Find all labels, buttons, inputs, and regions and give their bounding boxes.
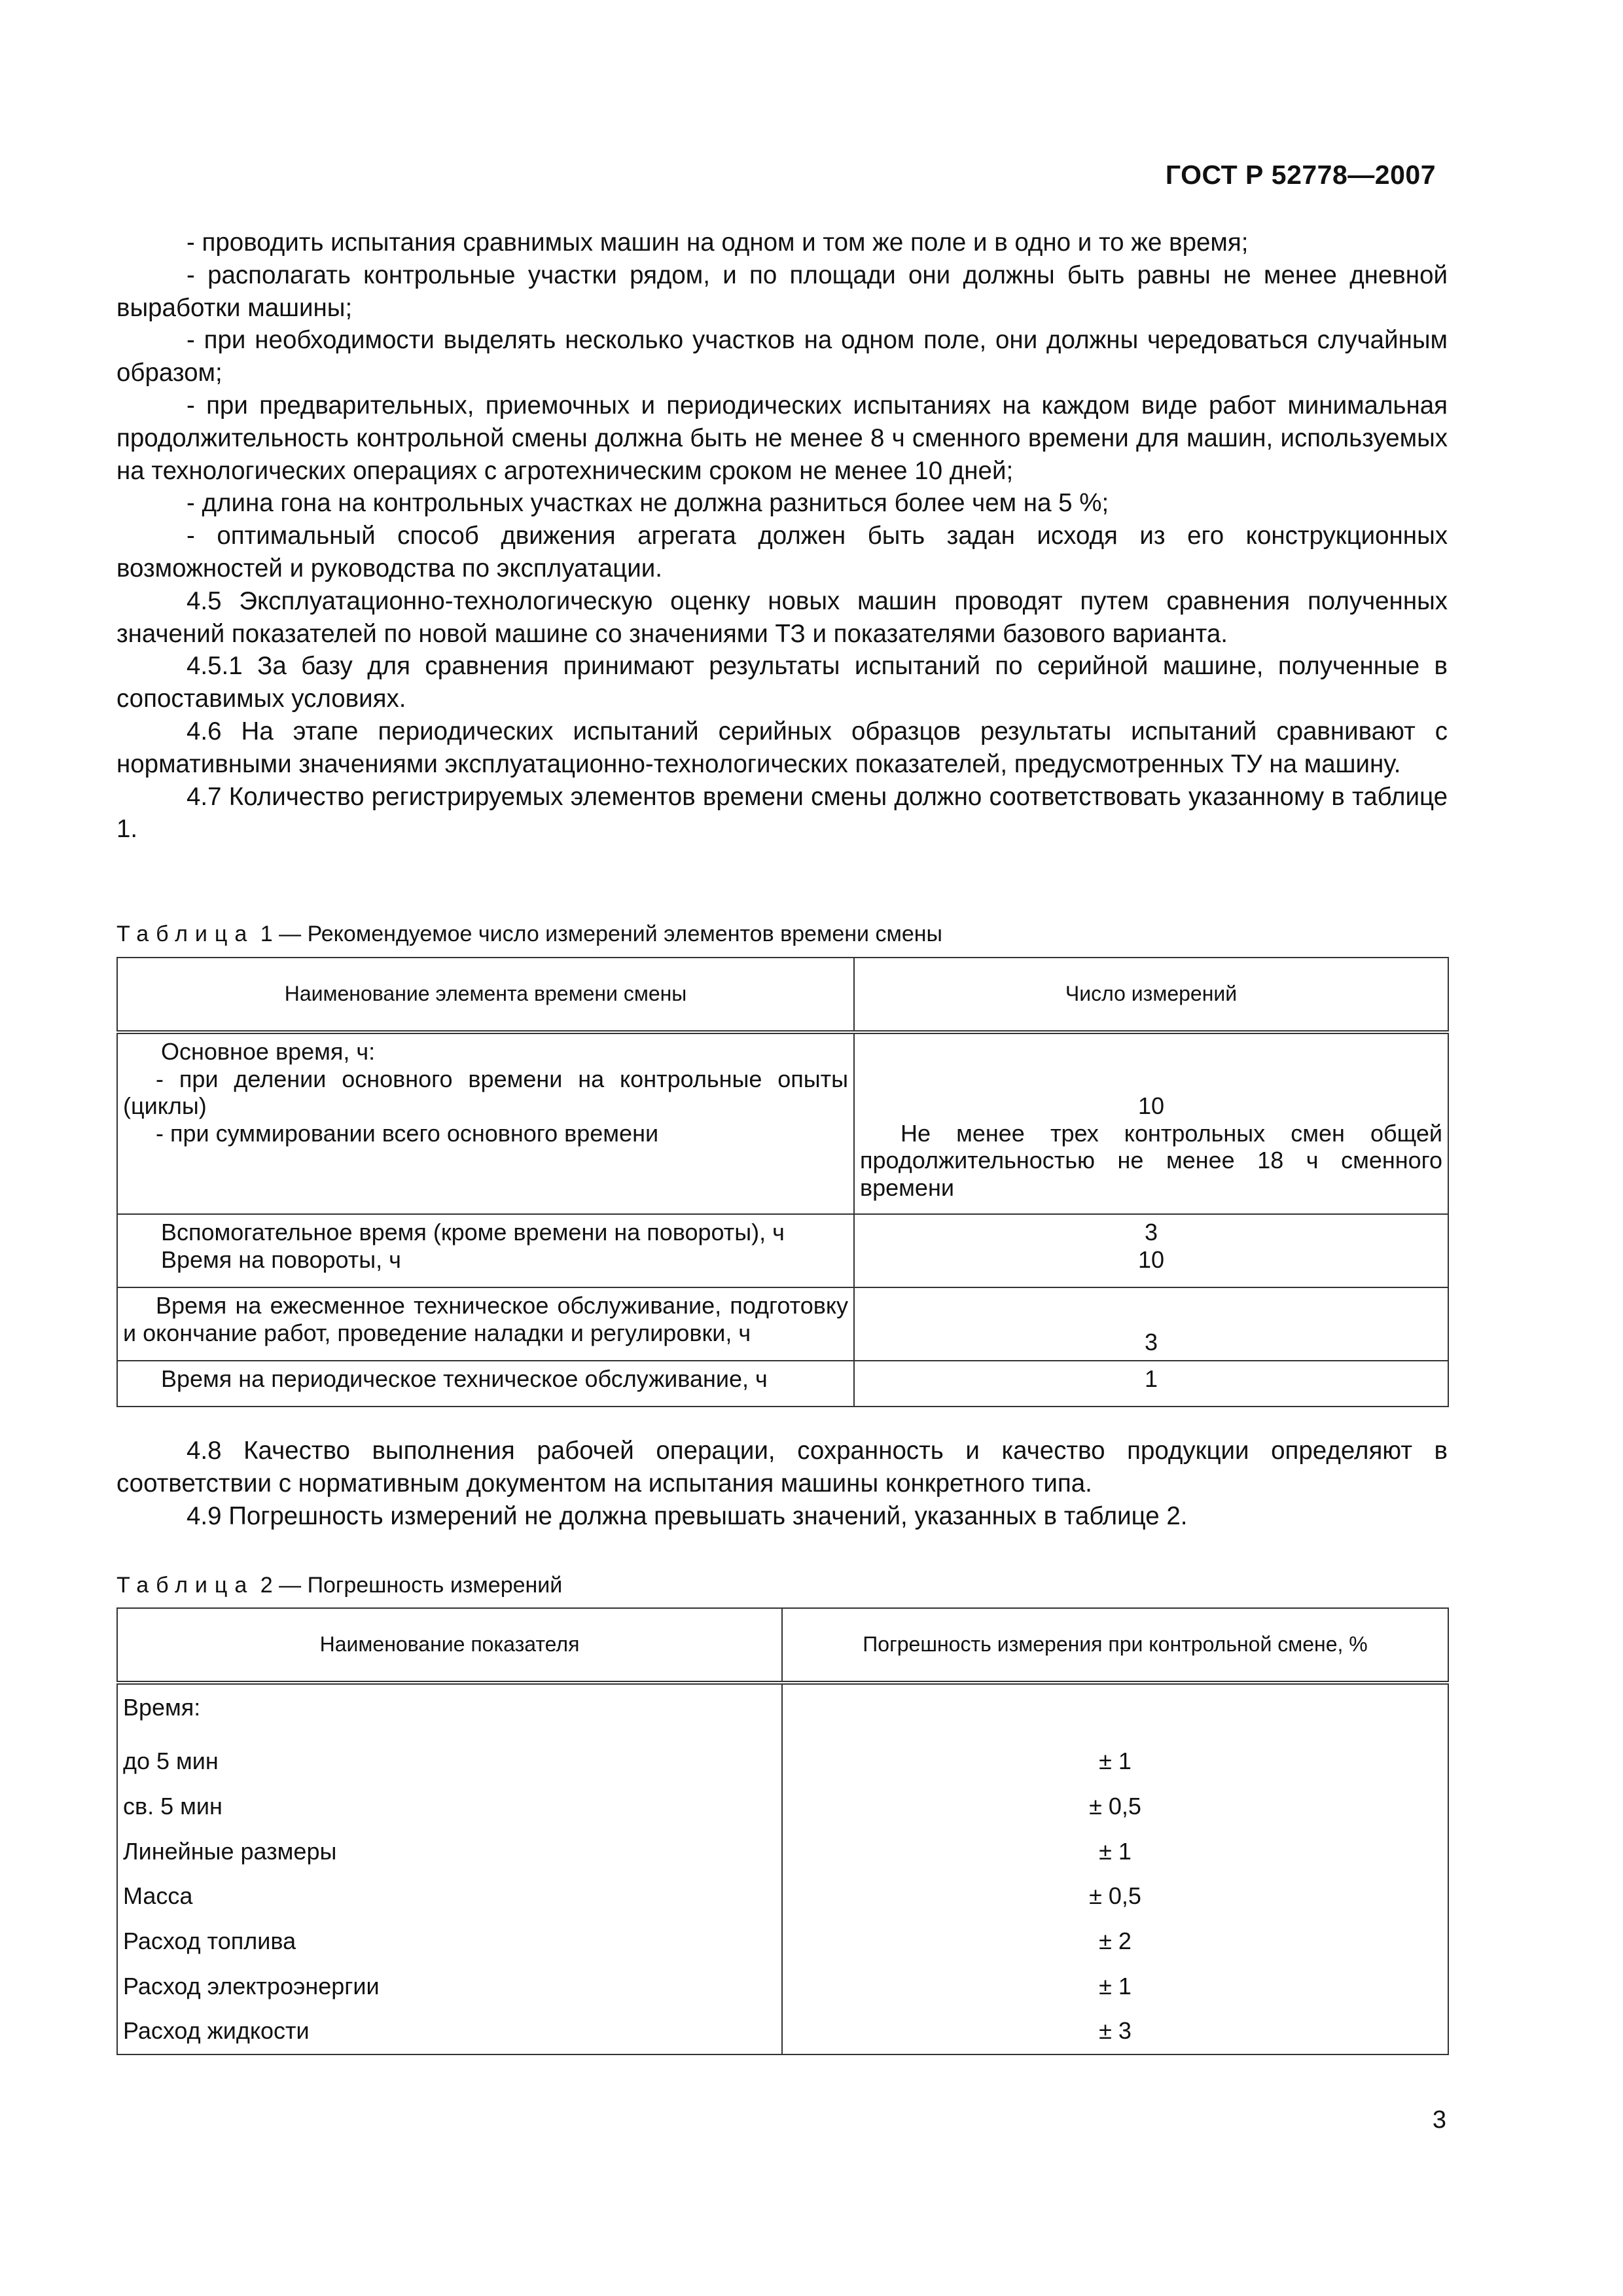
table-row [117, 1361, 1448, 1407]
table1-caption [116, 921, 942, 947]
paragraph: - при необходимости выделять несколько участков на одном поле, они должны чередоваться случайным образом; [116, 326, 1448, 387]
column-header: Погрешность измерения при контрольной смене, % [782, 1608, 1448, 1683]
table-cell [117, 1287, 854, 1361]
column-header: Наименование показателя [117, 1608, 782, 1683]
paragraph: 4.6 На этапе периодических испытаний серийных образцов результаты испытаний сравнивают с нормативными значениями эксплуатационно-технологических показателей, предусмотренных ТУ на машину. [116, 717, 1448, 778]
table-row [117, 1683, 1448, 1739]
cell-line: Время на повороты, ч [161, 1246, 401, 1273]
table-row [117, 2009, 1448, 2054]
body-text [116, 226, 1448, 846]
table-cell [854, 1214, 1448, 1287]
cell-line: - при суммировании всего основного времени [156, 1119, 659, 1147]
table-row [117, 1784, 1448, 1829]
cell-line: Время на периодическое техническое обслуживание, ч [161, 1365, 768, 1392]
table1-caption-word: Таблица [116, 922, 255, 946]
table-cell [854, 1032, 1448, 1214]
table-cell [117, 1361, 854, 1407]
table-cell [854, 1287, 1448, 1361]
cell-line: 10 [1137, 1246, 1165, 1273]
cell-line: Не менее трех контрольных смен общей продолжительностью не менее 18 ч сменного времени [860, 1119, 1442, 1201]
column-header: Наименование элемента времени смены [117, 958, 854, 1032]
table2-caption-text: 2 — Погрешность измерений [260, 1573, 563, 1598]
table-cell: ± 1 [782, 1739, 1448, 1784]
table-cell: Время: [117, 1683, 782, 1739]
table-1 [116, 957, 1449, 1407]
body-text-2 [116, 1435, 1448, 1532]
table-row [117, 1287, 1448, 1361]
table-row [117, 1829, 1448, 1874]
cell-line: Вспомогательное время (кроме времени на повороты), ч [161, 1219, 785, 1246]
table-cell: ± 3 [782, 2009, 1448, 2054]
paragraph: 4.9 Погрешность измерений не должна превышать значений, указанных в таблице 2. [187, 1501, 1188, 1530]
table-header-row [117, 1608, 1448, 1683]
table-row [117, 1032, 1448, 1214]
table-row [117, 1918, 1448, 1964]
table-cell: св. 5 мин [117, 1784, 782, 1829]
paragraph: - при предварительных, приемочных и периодических испытаниях на каждом виде работ минимальная продолжительность контрольной смены должна быть не менее 8 ч сменного времени для машин, используемых на технологических операциях с агротехническим сроком не менее 10 дней; [116, 391, 1448, 485]
table-cell: Масса [117, 1874, 782, 1919]
table-cell: ± 0,5 [782, 1784, 1448, 1829]
table2-caption-word: Таблица [116, 1573, 255, 1598]
cell-line: 3 [1144, 1219, 1158, 1246]
paragraph: - проводить испытания сравнимых машин на одном и том же поле и в одно и то же время; [187, 228, 1249, 257]
table-cell: Расход жидкости [117, 2009, 782, 2054]
table-row [117, 1874, 1448, 1919]
paragraph: 4.8 Качество выполнения рабочей операции, сохранность и качество продукции определяют в соответствии с нормативным документом на испытания машины конкретного типа. [116, 1437, 1448, 1498]
table1-caption-text: 1 — Рекомендуемое число измерений элементов времени смены [260, 922, 942, 946]
cell-line: Время на ежесменное техническое обслуживание, подготовку и окончание работ, проведение наладки и регулировки, ч [123, 1292, 848, 1346]
table-header-row [117, 958, 1448, 1032]
paragraph: - располагать контрольные участки рядом, и по площади они должны быть равны не менее дневной выработки машины; [116, 260, 1448, 322]
cell-line: 10 [1137, 1092, 1165, 1119]
table-cell: ± 0,5 [782, 1874, 1448, 1919]
cell-line: - при делении основного времени на контрольные опыты (циклы) [123, 1065, 848, 1120]
paragraph: 4.5.1 За базу для сравнения принимают результаты испытаний по серийной машине, полученные в сопоставимых условиях. [116, 652, 1448, 713]
paragraph: 4.5 Эксплуатационно-технологическую оценку новых машин проводят путем сравнения полученных значений показателей по новой машине со значениями ТЗ и показателями базового варианта. [116, 586, 1448, 648]
paragraph: 4.7 Количество регистрируемых элементов времени смены должно соответствовать указанному в таблице 1. [116, 782, 1448, 844]
table-cell: ± 2 [782, 1918, 1448, 1964]
cell-line: 1 [1144, 1365, 1158, 1392]
paragraph: - длина гона на контрольных участках не должна разниться более чем на 5 %; [187, 489, 1109, 518]
table-cell: Расход электроэнергии [117, 1964, 782, 2009]
table-cell [117, 1032, 854, 1214]
table-2 [116, 1607, 1449, 2055]
table-row [117, 1739, 1448, 1784]
document-code: ГОСТ Р 52778—2007 [1165, 160, 1436, 190]
table-cell [854, 1361, 1448, 1407]
table-cell: Расход топлива [117, 1918, 782, 1964]
table-cell: ± 1 [782, 1964, 1448, 2009]
cell-line: 3 [1144, 1329, 1158, 1356]
table-row [117, 1214, 1448, 1287]
paragraph: - оптимальный способ движения агрегата должен быть задан исходя из его конструкционных возможностей и руководства по эксплуатации. [116, 522, 1448, 583]
page-number: 3 [1432, 2106, 1446, 2134]
table-cell: до 5 мин [117, 1739, 782, 1784]
column-header: Число измерений [854, 958, 1448, 1032]
table-cell: Линейные размеры [117, 1829, 782, 1874]
table2-caption [116, 1572, 562, 1598]
cell-line: Основное время, ч: [161, 1038, 376, 1065]
table-row [117, 1964, 1448, 2009]
table-cell: ± 1 [782, 1829, 1448, 1874]
table-cell [782, 1683, 1448, 1739]
table-cell [117, 1214, 854, 1287]
